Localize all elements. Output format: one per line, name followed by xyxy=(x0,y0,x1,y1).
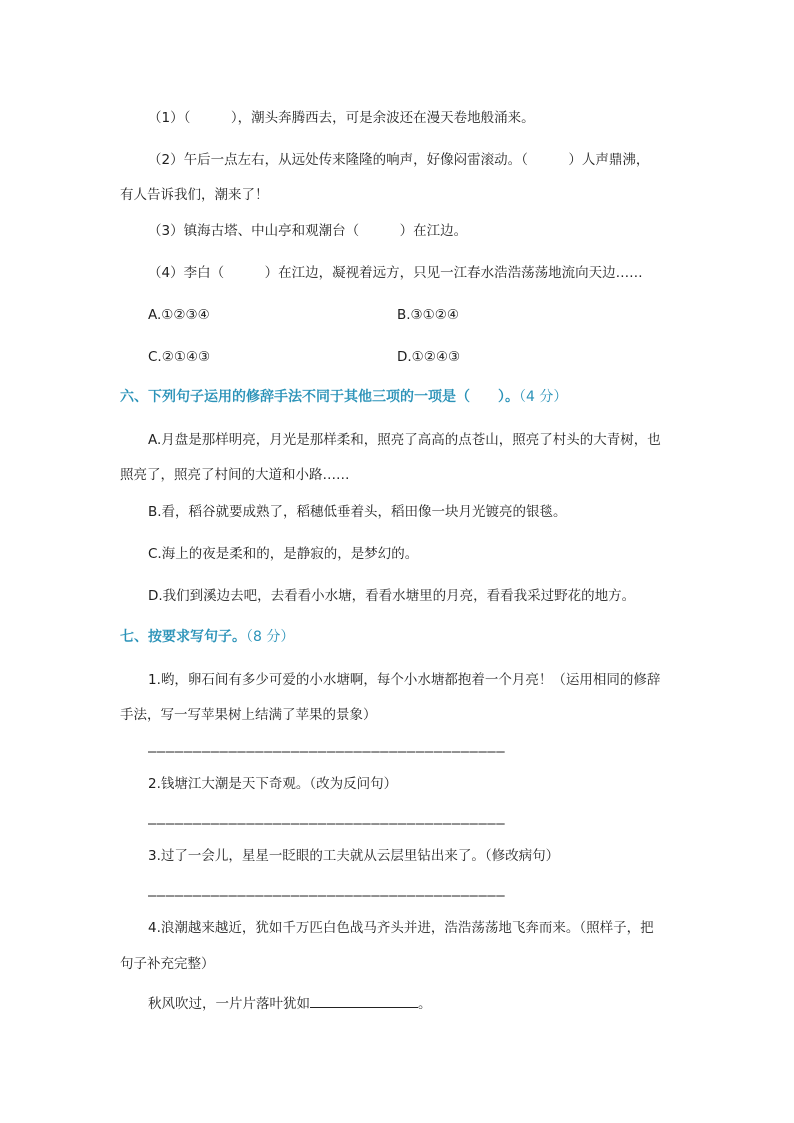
q6-score: （4 分） xyxy=(519,389,568,405)
q7-item-4-suffix: 。 xyxy=(418,996,432,1012)
q6-option-b[interactable]: B.看，稻谷就要成熟了，稻穗低垂着头，稻田像一块月光镀亮的银毯。 xyxy=(148,504,567,520)
q7-item-4-fill-sentence xyxy=(148,993,432,1014)
q6-heading-text: 六、下列句子运用的修辞手法不同于其他三项的一项是（ ）。 xyxy=(120,389,519,405)
q6-option-a[interactable]: A.月盘是那样明亮，月光是那样柔和，照亮了高高的点苍山，照亮了村头的大青树，也 xyxy=(148,432,661,448)
q5-option-a[interactable]: A.①②③④ xyxy=(148,307,210,323)
q7-score: （8 分） xyxy=(246,629,295,645)
q7-item-2-answer-line[interactable]: ———————————————————————————————————————— xyxy=(148,816,506,832)
q5-item-2-continued: 有人告诉我们，潮来了！ xyxy=(120,187,269,203)
q5-item-3: （3）镇海古塔、中山亭和观潮台（ ）在江边。 xyxy=(148,223,468,239)
q7-item-1-continued: 手法，写一写苹果树上结满了苹果的景象） xyxy=(120,707,377,723)
q7-heading-text: 七、按要求写句子。 xyxy=(120,629,246,645)
q7-item-3: 3.过了一会儿，星星一眨眼的工夫就从云层里钻出来了。（修改病句） xyxy=(148,848,560,864)
q7-item-4-blank[interactable] xyxy=(310,993,418,1008)
q5-item-4: （4）李白（ ）在江边，凝视着远方，只见一江春水浩浩荡荡地流向天边…… xyxy=(148,265,643,281)
q6-option-c[interactable]: C.海上的夜是柔和的，是静寂的，是梦幻的。 xyxy=(148,546,419,562)
q7-item-4: 4.浪潮越来越近，犹如千万匹白色战马齐头并进，浩浩荡荡地飞奔而来。（照样子，把 xyxy=(148,920,654,936)
q6-heading xyxy=(120,387,567,407)
q5-item-1: （1）（ ），潮头奔腾西去，可是余波还在漫天卷地般涌来。 xyxy=(148,110,535,126)
q6-option-d[interactable]: D.我们到溪边去吧，去看看小水塘，看看水塘里的月亮，看看我采过野花的地方。 xyxy=(148,588,636,604)
q7-item-4-continued: 句子补充完整） xyxy=(120,956,215,972)
q7-item-1: 1.哟，卵石间有多少可爱的小水塘啊，每个小水塘都抱着一个月亮！（运用相同的修辞 xyxy=(148,672,661,688)
q7-heading xyxy=(120,627,294,647)
q5-item-2: （2）午后一点左右，从远处传来隆隆的响声，好像闷雷滚动。（ ）人声鼎沸， xyxy=(148,152,650,168)
q6-option-a-continued: 照亮了，照亮了村间的大道和小路…… xyxy=(120,467,350,483)
q7-item-3-answer-line[interactable]: ———————————————————————————————————————— xyxy=(148,888,506,904)
q5-option-c[interactable]: C.②①④③ xyxy=(148,349,211,365)
q7-item-4-prefix: 秋风吹过，一片片落叶犹如 xyxy=(148,996,310,1012)
q5-option-d[interactable]: D.①②④③ xyxy=(397,349,461,365)
q7-item-2: 2.钱塘江大潮是天下奇观。（改为反问句） xyxy=(148,776,398,792)
q7-item-1-answer-line[interactable]: ———————————————————————————————————————— xyxy=(148,744,506,760)
q5-option-b[interactable]: B.③①②④ xyxy=(397,307,459,323)
